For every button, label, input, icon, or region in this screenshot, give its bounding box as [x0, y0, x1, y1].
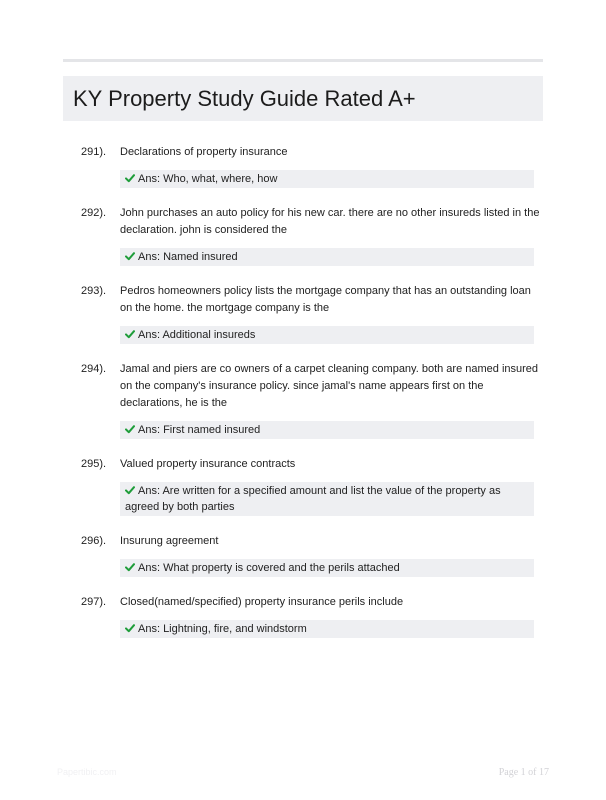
question-number: 293).: [81, 285, 107, 297]
question-row: [0, 205, 540, 239]
answer-text: Ans: First named insured: [138, 424, 261, 436]
page-indicator: Page 1 of 17: [498, 767, 549, 778]
checkmark-icon: [125, 173, 135, 183]
answer-box: [120, 421, 534, 439]
answer-box: [120, 326, 534, 344]
page-title: KY Property Study Guide Rated A+: [73, 86, 416, 111]
question-list: [0, 144, 606, 655]
answer-box: [120, 559, 534, 577]
question-text: Insurung agreement: [120, 535, 219, 547]
checkmark-icon: [125, 329, 135, 339]
header-divider: [63, 59, 543, 62]
question-number: 294).: [81, 363, 107, 375]
question-text: Closed(named/specified) property insurance perils include: [120, 596, 404, 608]
question-text: Declarations of property insurance: [120, 146, 288, 158]
answer-box: [120, 482, 534, 516]
question-row: [0, 456, 540, 473]
question-row: [0, 361, 540, 412]
checkmark-icon: [125, 251, 135, 261]
answer-text: Ans: Named insured: [138, 251, 238, 263]
question-number: 291).: [81, 146, 107, 158]
answer-box: [120, 170, 534, 188]
answer-box: [120, 620, 534, 638]
question-item: [0, 456, 606, 516]
question-text: Valued property insurance contracts: [120, 458, 296, 470]
checkmark-icon: [125, 623, 135, 633]
question-number: 296).: [81, 535, 107, 547]
question-text: Jamal and piers are co owners of a carpet cleaning company. both are named insured on the company's insurance policy. since jamal's name appears first on the declarations, he is the: [120, 363, 539, 409]
answer-text: Ans: Lightning, fire, and windstorm: [138, 623, 307, 635]
answer-text: Ans: Additional insureds: [138, 329, 256, 341]
question-row: [0, 144, 540, 161]
question-row: [0, 533, 540, 550]
title-banner: [63, 76, 543, 121]
question-row: [0, 594, 540, 611]
question-number: 292).: [81, 207, 107, 219]
answer-text: Ans: Are written for a specified amount and list the value of the property as agreed by both parties: [125, 485, 501, 513]
question-item: [0, 361, 606, 439]
question-row: [0, 283, 540, 317]
question-item: [0, 594, 606, 638]
answer-text: Ans: What property is covered and the perils attached: [138, 562, 400, 574]
answer-box: [120, 248, 534, 266]
question-item: [0, 533, 606, 577]
checkmark-icon: [125, 485, 135, 495]
question-item: [0, 144, 606, 188]
checkmark-icon: [125, 562, 135, 572]
question-text: John purchases an auto policy for his new car. there are no other insureds listed in the declaration. john is considered the: [120, 207, 540, 236]
question-number: 297).: [81, 596, 107, 608]
footer-watermark: Papertibic.com: [57, 767, 117, 777]
question-item: [0, 205, 606, 266]
question-item: [0, 283, 606, 344]
question-text: Pedros homeowners policy lists the mortgage company that has an outstanding loan on the home. the mortgage company is the: [120, 285, 531, 314]
answer-text: Ans: Who, what, where, how: [138, 173, 278, 185]
checkmark-icon: [125, 424, 135, 434]
question-number: 295).: [81, 458, 107, 470]
